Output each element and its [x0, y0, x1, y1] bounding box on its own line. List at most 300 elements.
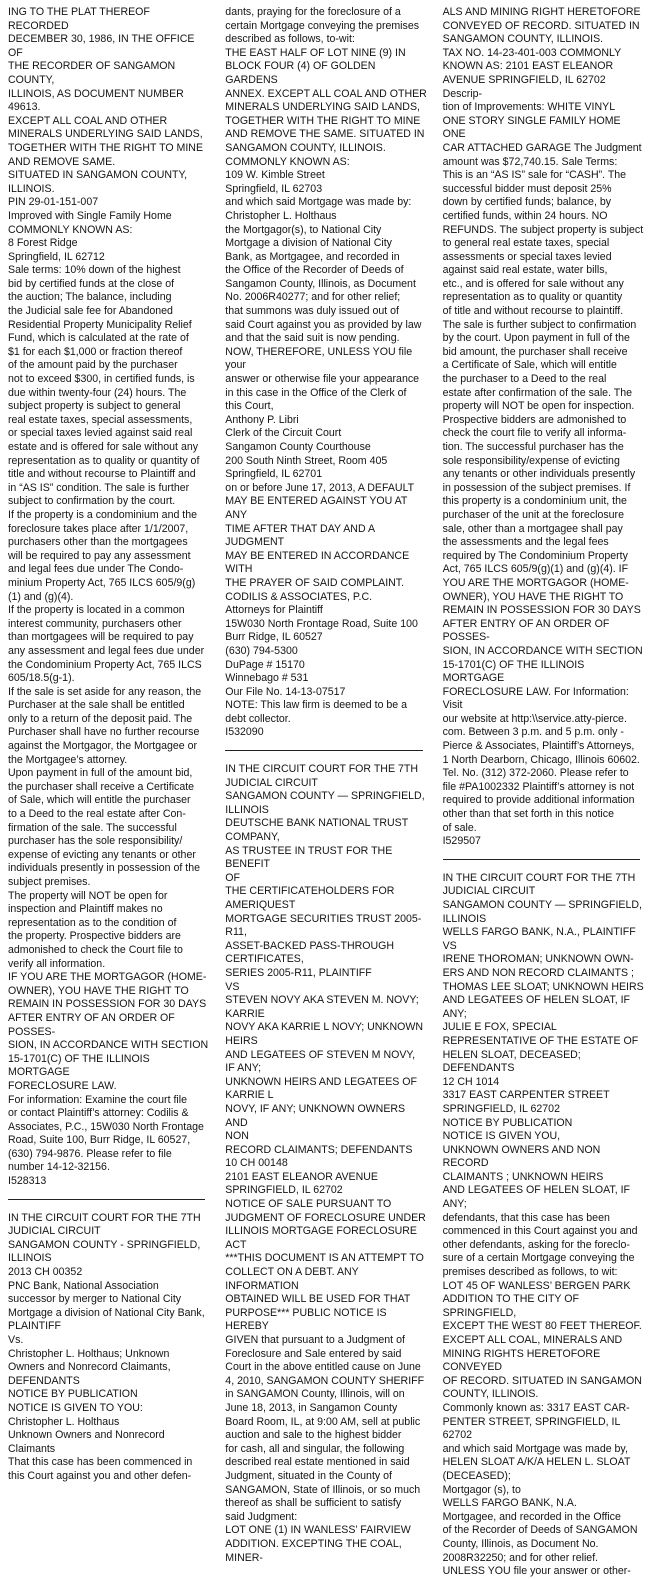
notice-line: in SANGAMON County, Illinois, will on [225, 1388, 405, 1401]
notice-line: interest community, purchasers other [8, 617, 182, 630]
notice-line: Christopher L. Holthaus; Unknown [8, 1347, 170, 1360]
notice-line: of the amount paid by the purchaser [8, 359, 178, 372]
notice-line: of title and without recourse to plaintiff. [442, 305, 624, 318]
notice-line: FORECLOSURE LAW. For Information: Visit [442, 685, 629, 712]
notice-line: number 14-12-32156. [8, 1161, 110, 1174]
notice-line: the Judicial sale fee for Abandoned [8, 305, 173, 318]
notice-line: WELLS FARGO BANK, N.A. [442, 1497, 577, 1510]
notice-line: IRENE THOROMAN; UNKNOWN OWN- [442, 953, 634, 966]
notice-line: said Judgment: [225, 1510, 298, 1523]
notice-line: of sale. [442, 821, 477, 834]
notice-line: THOMAS LEE SLOAT; UNKNOWN HEIRS [442, 980, 644, 993]
notice-line: Our File No. 14-13-07517 [225, 685, 346, 698]
notice-line: this Court, [225, 400, 274, 413]
notice-line: SPRINGFIELD, IL 62702 [442, 1102, 560, 1115]
notice-line: THE CERTIFICATEHOLDERS FOR [225, 885, 395, 898]
notice-line: file #PA1002332 Plaintiff’s attorney is not [442, 780, 635, 793]
notice-line: MAY BE ENTERED AGAINST YOU AT ANY [225, 495, 408, 521]
notice-line: any assessment and legal fees due under [8, 644, 205, 657]
notice-line: NOTICE BY PUBLICATION [8, 1388, 138, 1401]
notice-line: down by certified funds; balance, by [442, 196, 612, 209]
notice-line: REMAIN IN POSSESSION FOR 30 DAYS [8, 998, 207, 1011]
notice-line: Mortgage a division of National City Bank, [8, 1306, 205, 1319]
notice-line: CAR ATTACHED GARAGE The Judgment [442, 141, 642, 154]
notice-line: FORECLOSURE LAW. [8, 1079, 117, 1092]
notice-line: JULIE E FOX, SPECIAL [442, 1021, 557, 1034]
notice-line: OF [225, 871, 241, 884]
notice-line: required to provide additional information [442, 794, 635, 807]
notice-line: Owners and Nonrecord Claimants, [8, 1361, 171, 1374]
notice-line: the purchaser shall receive a Certificate [8, 780, 195, 793]
notice-line: REPRESENTATIVE OF THE ESTATE OF [442, 1034, 639, 1047]
notice-line: June 18, 2013, in Sangamon County [225, 1401, 398, 1414]
column-1 [0, 0, 217, 1518]
notice-line: dants, praying for the foreclosure of a [225, 6, 401, 18]
notice-line: inspection and Plaintiff makes no [8, 903, 163, 916]
notice-line: 4, 2010, SANGAMON COUNTY SHERIFF [225, 1374, 425, 1387]
notice-line: ALS AND MINING RIGHT HERETOFORE [442, 6, 641, 18]
notice-line: KARRIE L [225, 1089, 274, 1102]
notice-line: answer or otherwise file your appearance [225, 373, 420, 386]
notice-line: SION, IN ACCORDANCE WITH SECTION [8, 1039, 209, 1052]
notice-line: VS [225, 980, 240, 993]
notice-divider [8, 1199, 205, 1200]
notice-line: successful bidder must deposit 25% [442, 182, 612, 195]
notice-line: County, Illinois, as Document No. [442, 1537, 599, 1550]
notice-line: Pierce & Associates, Plaintiff’s Attorneys, [442, 740, 635, 753]
notice-line: Claimants [8, 1442, 56, 1455]
notice-line: JUDICIAL CIRCUIT [225, 776, 318, 789]
notice-line: IF ANY; [225, 1062, 262, 1075]
notice-line: described as follows, to-wit: [225, 33, 355, 46]
notice-line: bid amount, the purchaser shall receive [442, 345, 628, 358]
notice-line: real estate taxes, special assessments, [8, 413, 193, 426]
notice-line: THE RECORDER OF SANGAMON COUNTY, [8, 60, 176, 86]
notice-line: for cash, all and singular, the following [225, 1442, 405, 1455]
notice-line: 8 Forest Ridge [8, 237, 78, 250]
notice-line: due within twenty-four (24) hours. The [8, 386, 187, 399]
notice-line: That this case has been commenced in [8, 1456, 193, 1469]
notice-line: expense of evicting any tenants or other [8, 848, 196, 861]
notice-line: Purchaser at the sale shall be entitled [8, 699, 185, 712]
notice-line: HELEN SLOAT, DECEASED; DEFENDANTS [442, 1048, 581, 1075]
notice-line: I532090 [225, 726, 264, 739]
notice-line: (DECEASED); [442, 1469, 511, 1482]
notice-line: MAY BE ENTERED IN ACCORDANCE WITH [225, 549, 410, 576]
notice-line: Foreclosure and Sale entered by said [225, 1347, 402, 1360]
notice-line: DuPage # 15170 [225, 658, 305, 671]
column-3 [435, 0, 652, 1578]
notice-block [225, 763, 428, 1565]
notice-line: Commonly known as: 3317 EAST CAR- [442, 1401, 630, 1414]
notice-line: foreclosure takes place after 1/1/2007, [8, 522, 189, 535]
notice-line: ILLINOIS [442, 912, 487, 925]
notice-line: Mortgagor (s), to [442, 1483, 521, 1496]
notice-line: admonished to check the Court file to [8, 943, 183, 956]
notice-line: by the court. Upon payment in full of the [442, 332, 630, 345]
notice-line: GIVEN that pursuant to a Judgment of [225, 1334, 405, 1346]
notice-line: than mortgagees will be required to pay [8, 631, 194, 644]
notice-line: com. Between 3 p.m. and 5 p.m. only - [442, 726, 624, 739]
notice-line: ING TO THE PLAT THEREOF RECORDED [8, 6, 150, 32]
notice-line: Tel. No. (312) 372-2060. Please refer to [442, 767, 629, 780]
column-2 [217, 0, 434, 1564]
notice-line: NOTICE OF SALE PURSUANT TO [225, 1198, 392, 1211]
notice-line: Court in the above entitled cause on June [225, 1361, 421, 1374]
notice-line: representation as to quality or quantity [442, 291, 623, 304]
notice-line: REFUNDS. The subject property is subject [442, 223, 644, 236]
notice-line: Sangamon County Courthouse [225, 441, 371, 453]
notice-line: or special taxes levied against said real [8, 427, 193, 440]
notice-line: 1 North Dearborn, Chicago, Illinois 60602. [442, 753, 640, 766]
notice-line: WELLS FARGO BANK, N.A., PLAINTIFF [442, 926, 636, 939]
notice-line: (630) 794-9876. Please refer to file [8, 1147, 172, 1160]
notice-line: CONVEYED OF RECORD. SITUATED IN [442, 19, 640, 32]
notice-line: AND LEGATEES OF STEVEN M NOVY, [225, 1048, 416, 1061]
notice-line: and which said Mortgage was made by: [225, 196, 412, 209]
notice-line: a Certificate of Sale, which will entitle [442, 359, 617, 372]
notice-line: Vs. [8, 1334, 24, 1346]
notice-line: SANGAMON, State of Illinois, or so much [225, 1483, 421, 1496]
notice-line: SANGAMON COUNTY — SPRINGFIELD, [442, 899, 642, 911]
notice-line: No. 2006R40277; and for other relief; [225, 291, 401, 304]
notice-line: Unknown Owners and Nonrecord [8, 1429, 165, 1442]
notice-line: ADDITION. EXCEPTING THE COAL, MINER- [225, 1537, 402, 1564]
notice-divider [443, 859, 640, 860]
notice-line: 49613. [8, 101, 41, 114]
notice-line: AND REMOVE THE SAME. SITUATED IN [225, 128, 425, 141]
notice-line: and legal fees due under The Condo- [8, 563, 184, 576]
notice-line: TOGETHER WITH THE RIGHT TO MINE [8, 141, 204, 154]
notice-line: Judgment, situated in the County of [225, 1469, 392, 1482]
notice-line: REMAIN IN POSSESSION FOR 30 DAYS [442, 604, 641, 617]
notice-line: other than that set forth in this notice [442, 808, 614, 821]
notice-line: Anthony P. Libri [225, 413, 299, 426]
notice-line: Prospective bidders are admonished to [442, 413, 627, 426]
notice-line: ASSET-BACKED PASS-THROUGH [225, 939, 395, 952]
notice-line: to general real estate taxes, special [442, 237, 610, 250]
notice-line: 2013 CH 00352 [8, 1266, 83, 1279]
notice-line: AND LEGATEES OF HELEN SLOAT, IF ANY; [442, 1184, 630, 1211]
notice-line: Attorneys for Plaintiff [225, 604, 323, 617]
notice-line: MINING RIGHTS HERETOFORE CONVEYED [442, 1347, 601, 1374]
notice-line: ***THIS DOCUMENT IS AN ATTEMPT TO [225, 1252, 424, 1265]
notice-line: OWNER), YOU HAVE THE RIGHT TO [8, 984, 189, 997]
notice-line: ADDITION TO THE CITY OF SPRINGFIELD, [442, 1293, 579, 1319]
notice-line: $1 for each $1,000 or fraction thereof [8, 345, 183, 358]
notice-line: AS TRUSTEE IN TRUST FOR THE BENEFIT [225, 844, 393, 871]
notice-line: verify all information. [8, 957, 106, 970]
notice-line: AND REMOVE SAME. [8, 155, 116, 168]
notice-line: NOTICE IS GIVEN TO YOU: [8, 1401, 143, 1414]
notice-block [8, 1212, 211, 1484]
notice-line: on or before June 17, 2013, A DEFAULT [225, 481, 415, 494]
notice-line: the purchaser to a Deed to the real [442, 373, 607, 386]
notice-line: PIN 29-01-151-007 [8, 196, 99, 209]
notice-line: SANGAMON COUNTY - SPRINGFIELD, [8, 1238, 201, 1251]
notice-line: SANGAMON COUNTY — SPRINGFIELD, [225, 790, 425, 803]
notice-line: against said real estate, water bills, [442, 264, 608, 277]
notice-line: ILLINOIS [8, 1252, 52, 1265]
notice-line: purchaser of the unit at the foreclosure [442, 508, 624, 521]
notice-line: MINERALS UNDERLYING SAID LANDS, [225, 101, 420, 114]
notice-line: (1) and (g)(4). [8, 590, 74, 603]
notice-line: tion of Improvements: WHITE VINYL [442, 101, 616, 114]
notice-line: TAX NO. 14-23-401-003 COMMONLY [442, 46, 622, 59]
notice-line: successor by merger to National City [8, 1293, 182, 1306]
notice-line: YOU ARE THE MORTGAGOR (HOME- [442, 576, 629, 589]
notice-line: DEUTSCHE BANK NATIONAL TRUST [225, 817, 409, 830]
notice-line: defendants, that this case has been [442, 1211, 610, 1224]
notice-line: Purchaser shall have no further recourse [8, 726, 200, 739]
notice-line: VS [442, 939, 457, 952]
notice-line: PNC Bank, National Association [8, 1279, 159, 1292]
notice-line: Springfield, IL 62712 [8, 250, 105, 263]
notice-line: ANNEX. EXCEPT ALL COAL AND OTHER [225, 87, 427, 100]
notice-line: 605/18.5(g-1). [8, 672, 75, 685]
notice-line: the Condominium Property Act, 765 ILCS [8, 658, 202, 671]
notice-line: If the sale is set aside for any reason, the [8, 685, 202, 698]
notice-line: representation as to the condition of [8, 916, 177, 929]
notice-line: EXCEPT THE WEST 80 FEET THEREOF. [442, 1320, 642, 1333]
notice-line: For information: Examine the court file [8, 1093, 187, 1106]
notice-line: Upon payment in full of the amount bid, [8, 767, 193, 780]
notice-line: sure of a certain Mortgage conveying the [442, 1252, 635, 1265]
notice-line: I528313 [8, 1175, 47, 1188]
notice-line: title and without recourse to Plaintiff and [8, 468, 196, 481]
notice-line: R11, [225, 926, 247, 939]
notice-line: Residential Property Municipality Relief [8, 318, 192, 331]
notice-line: and which said Mortgage was made by, [442, 1442, 628, 1455]
notice-line: Christopher L. Holthaus [225, 209, 337, 222]
notice-line: certain Mortgage conveying the premises [225, 19, 420, 32]
notice-line: CERTIFICATES, [225, 953, 304, 966]
notice-line: Fund, which is calculated at the rate of [8, 332, 189, 345]
notice-line: will be required to pay any assessment [8, 549, 191, 562]
notice-block [443, 872, 646, 1579]
notice-line: LOT 45 OF WANLESS’ BERGEN PARK [442, 1279, 631, 1292]
notice-line: UNLESS YOU file your answer or other- [442, 1565, 631, 1578]
notice-line: The property will NOT be open for [8, 889, 168, 902]
notice-line: in “AS IS” condition. The sale is further [8, 481, 190, 494]
notice-line: debt collector. [225, 712, 291, 725]
notice-line: subject property is subject to general [8, 400, 181, 413]
notice-line: SITUATED IN SANGAMON COUNTY, [8, 169, 188, 182]
notice-line: IN THE CIRCUIT COURT FOR THE 7TH [442, 871, 636, 884]
notice-line: premises described as follows, to wit: [442, 1266, 618, 1279]
notice-line: SANGAMON COUNTY, ILLINOIS. [225, 141, 386, 154]
notice-line: purchaser has the sole responsibility/ [8, 835, 183, 848]
notice-line: ILLINOIS [225, 803, 269, 816]
notice-line: certified funds, within 24 hours. NO [442, 209, 608, 222]
notice-line: 3317 EAST CARPENTER STREET [442, 1089, 610, 1102]
notice-line: JUDICIAL CIRCUIT [8, 1225, 101, 1238]
notice-line: firmation of the sale. The successful [8, 821, 177, 834]
notice-line: 12 CH 1014 [442, 1075, 500, 1088]
notice-line: Burr Ridge, IL 60527 [225, 631, 323, 644]
notice-line: Winnebago # 531 [225, 672, 309, 685]
notice-line: ILLINOIS MORTGAGE FORECLOSURE ACT [225, 1225, 418, 1251]
notice-line: COUNTY, ILLINOIS. [442, 1388, 539, 1401]
notice-line: Sangamon County, Illinois, as Document [225, 277, 416, 290]
notice-line: AFTER ENTRY OF AN ORDER OF POSSES- [8, 1011, 175, 1038]
notice-line: COMPANY, [225, 831, 280, 844]
notice-line: If the property is located in a common [8, 604, 185, 617]
notice-line: IN THE CIRCUIT COURT FOR THE 7TH [225, 763, 418, 776]
notice-line: estate and is offered for sale without any [8, 441, 199, 453]
notice-line: sole responsibility/expense of evicting [442, 454, 620, 467]
notice-line: purchasers other than the mortgagees [8, 536, 188, 549]
notice-line: THE PRAYER OF SAID COMPLAINT. [225, 576, 405, 589]
notice-line: Act, 765 ILCS 605/9(g)(1) and (g)(4). IF [442, 563, 629, 576]
notice-line: Improved with Single Family Home [8, 209, 172, 222]
notice-line: subject premises. [8, 876, 91, 888]
notice-line: SPRINGFIELD, IL 62702 [225, 1184, 343, 1197]
notice-line: NOTE: This law firm is deemed to be a [225, 699, 408, 712]
notice-line: assessments or special taxes levied [442, 250, 612, 263]
notice-line: in possession of the subject premises. If [442, 481, 631, 494]
notice-line: TOGETHER WITH THE RIGHT TO MINE [225, 114, 421, 127]
notice-line: subject to confirmation by the court. [8, 495, 176, 508]
notice-line: AVENUE SPRINGFIELD, IL 62702 Descrip- [442, 73, 606, 100]
notice-line: ILLINOIS. [8, 182, 55, 195]
notice-line: KNOWN AS: 2101 EAST ELEANOR [442, 60, 614, 73]
notice-line: ERS AND NON RECORD CLAIMANTS ; [442, 966, 634, 979]
notice-line: NOVY, IF ANY; UNKNOWN OWNERS AND [225, 1102, 406, 1129]
notice-line: The sale is further subject to confirmation [442, 318, 637, 331]
notice-line: Bank, as Mortgagee, and recorded in [225, 250, 400, 263]
notice-line: CODILIS & ASSOCIATES, P.C. [225, 590, 373, 603]
notice-line: COLLECT ON A DEBT. ANY INFORMATION [225, 1266, 359, 1292]
notice-line: 10 CH 00148 [225, 1157, 288, 1170]
notice-line: JUDICIAL CIRCUIT [442, 885, 536, 898]
notice-line: AND LEGATEES OF HELEN SLOAT, IF ANY; [442, 994, 630, 1020]
notice-line: DEFENDANTS [8, 1374, 80, 1387]
notice-line: HEIRS [225, 1034, 258, 1047]
notice-line: Road, Suite 100, Burr Ridge, IL 60527, [8, 1134, 191, 1147]
notice-line: 2101 EAST ELEANOR AVENUE [225, 1170, 378, 1183]
notice-line: COMMONLY KNOWN AS: [8, 223, 133, 236]
notice-line: 15-1701(C) OF THE ILLINOIS MORTGAGE [8, 1052, 150, 1079]
notice-line: other defendants, asking for the foreclo- [442, 1238, 630, 1251]
notice-line: the Mortgagee’s attorney. [8, 753, 128, 766]
notice-line: JUDGMENT OF FORECLOSURE UNDER [225, 1211, 426, 1224]
notice-line: NON [225, 1130, 249, 1143]
notice-line: Mortgagee, and recorded in the Office [442, 1510, 621, 1523]
notice-line: MORTGAGE SECURITIES TRUST 2005- [225, 912, 422, 925]
notice-line: NOW, THEREFORE, UNLESS YOU file your [225, 345, 413, 372]
notice-line: DECEMBER 30, 1986, IN THE OFFICE OF [8, 33, 195, 59]
notice-line: Clerk of the Circuit Court [225, 427, 342, 440]
notice-line: the Office of the Recorder of Deeds of [225, 264, 404, 277]
notice-line: individuals presently in possession of the [8, 862, 200, 875]
notice-line: PURPOSE*** PUBLIC NOTICE IS HEREBY [225, 1306, 387, 1333]
notice-line: estate after confirmation of the sale. The [442, 386, 633, 399]
notice-divider [225, 750, 422, 751]
notice-line: the property. Prospective bidders are [8, 930, 181, 943]
notice-block [225, 6, 428, 740]
notice-line: tion. The successful purchaser has the [442, 441, 624, 453]
notice-line: check the court file to verify all informa- [442, 427, 627, 440]
notice-line: Springfield, IL 62703 [225, 182, 323, 195]
notice-line: thereof as shall be sufficient to satisfy [225, 1497, 402, 1510]
notice-line: 109 W. Kimble Street [225, 169, 325, 182]
notice-line: Christopher L. Holthaus [8, 1415, 120, 1428]
notice-line: THE EAST HALF OF LOT NINE (9) IN [225, 46, 406, 59]
notice-line: auction and sale to the highest bidder [225, 1429, 402, 1442]
notice-line: against the Mortgagor, the Mortgagee or [8, 740, 198, 753]
notice-line: (630) 794-5300 [225, 644, 298, 657]
notice-line: ONE STORY SINGLE FAMILY HOME ONE [442, 114, 621, 141]
notice-line: the Mortgagor(s), to National City [225, 223, 382, 236]
notice-line: 15W030 North Frontage Road, Suite 100 [225, 617, 418, 630]
notice-line: described real estate mentioned in said [225, 1456, 410, 1469]
notice-line: This is an “AS IS” sale for “CASH”. The [442, 169, 627, 182]
notice-line: that summons was duly issued out of [225, 305, 400, 318]
notice-line: 15-1701(C) OF THE ILLINOIS MORTGAGE [442, 658, 585, 685]
notice-line: said Court against you as provided by law [225, 318, 422, 331]
notice-line: minium Property Act, 765 ILCS 605/9(g) [8, 576, 196, 589]
notice-line: or contact Plaintiff’s attorney: Codilis & [8, 1107, 189, 1120]
notice-line: this Court against you and other defen- [8, 1469, 192, 1482]
notice-block [443, 6, 646, 849]
notice-line: OF RECORD. SITUATED IN SANGAMON [442, 1374, 642, 1387]
notice-line: If the property is a condominium and the [8, 508, 198, 521]
notice-line: EXCEPT ALL COAL AND OTHER [8, 114, 168, 127]
notice-line: this property is a condominium unit, the [442, 495, 627, 508]
notice-line: representation as to quality or quantity of [8, 454, 200, 467]
notice-line: and that the said suit is now pending. [225, 332, 400, 345]
notice-line: of the Recorder of Deeds of SANGAMON [442, 1524, 638, 1537]
notice-line: RECORD CLAIMANTS; DEFENDANTS [225, 1143, 413, 1156]
notice-line: Sale terms: 10% down of the highest [8, 264, 181, 277]
notice-line: of Sale, which will entitle the purchaser [8, 794, 191, 807]
notice-line: SANGAMON COUNTY, ILLINOIS. [442, 33, 604, 46]
notice-line: NOTICE IS GIVEN YOU, [442, 1130, 561, 1143]
notice-line: NOTICE BY PUBLICATION [442, 1116, 573, 1129]
notice-block [8, 6, 211, 1189]
notice-line: OBTAINED WILL BE USED FOR THAT [225, 1293, 411, 1306]
notice-line: PENTER STREET, SPRINGFIELD, IL 62702 [442, 1415, 620, 1442]
notice-line: TIME AFTER THAT DAY AND A JUDGMENT [225, 522, 375, 549]
notice-line: HELEN SLOAT A/K/A HELEN L. SLOAT [442, 1456, 631, 1469]
notice-line: the auction; The balance, including [8, 291, 172, 304]
notice-line: Springfield, IL 62701 [225, 468, 323, 481]
notice-line: CLAIMANTS ; UNKNOWN HEIRS [442, 1170, 604, 1183]
notice-line: BLOCK FOUR (4) OF GOLDEN GARDENS [225, 60, 376, 86]
notice-line: EXCEPT ALL COAL, MINERALS AND [442, 1334, 623, 1346]
notice-line: bid by certified funds at the close of [8, 277, 175, 290]
notice-line: AMERIQUEST [225, 899, 296, 911]
notice-line: MINERALS UNDERLYING SAID LANDS, [8, 128, 203, 141]
notice-line: ILLINOIS, AS DOCUMENT NUMBER [8, 87, 184, 100]
notice-line: any tenants or other individuals presently [442, 468, 636, 481]
notice-line: IN THE CIRCUIT COURT FOR THE 7TH [8, 1211, 201, 1224]
notice-line: SERIES 2005-R11, PLAINTIFF [225, 966, 372, 979]
notice-line: 200 South Ninth Street, Room 405 [225, 454, 388, 467]
notice-line: required by The Condominium Property [442, 549, 628, 562]
notice-line: the assessments and the legal fees [442, 536, 609, 549]
notice-line: STEVEN NOVY AKA STEVEN M. NOVY; [225, 994, 419, 1007]
notice-line: AFTER ENTRY OF AN ORDER OF POSSES- [442, 617, 610, 644]
notice-line: to a Deed to the real estate after Con- [8, 808, 186, 821]
notice-line: UNKNOWN HEIRS AND LEGATEES OF [225, 1075, 417, 1088]
notice-line: IF YOU ARE THE MORTGAGOR (HOME- [8, 971, 207, 984]
notice-line: Associates, P.C., 15W030 North Frontage [8, 1120, 204, 1133]
notice-line: I529507 [442, 835, 481, 848]
notice-line: SION, IN ACCORDANCE WITH SECTION [442, 644, 643, 657]
notice-line: our website at http:\\service.atty-pierce. [442, 712, 627, 725]
